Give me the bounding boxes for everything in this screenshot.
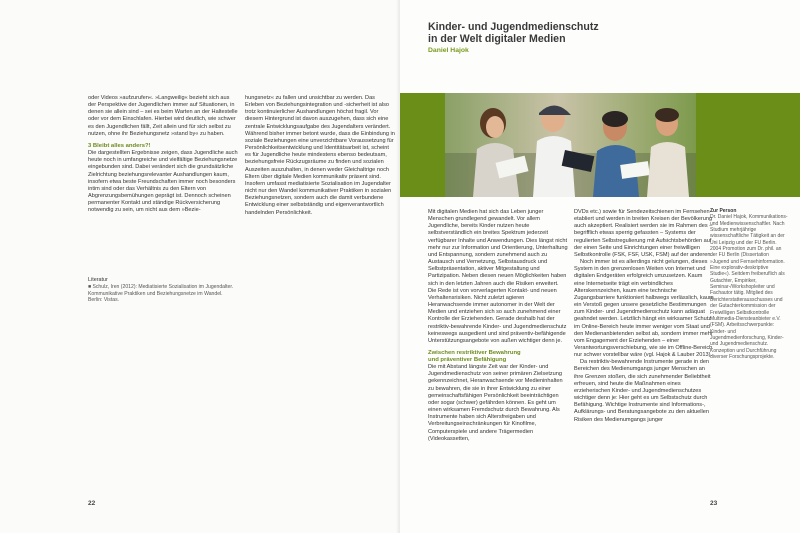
- article-title-line-1: Kinder- und Jugendmedienschutz: [428, 21, 599, 33]
- article-title: [428, 21, 599, 46]
- left-intro-paragraph: oder Videos »aufzurufen«. »Langweilig« bezieht sich aus der Perspektive der Jugendlichen immer auf Situationen, in denen sie allein sind – sei es beim Warten an der Haltestelle oder vor dem Einschlafen. Hierbei wird deutlich, wie schwer es den Jugendlichen fällt, Zeit allein und für sich selbst zu nutzen, ohne ihr Beziehungsnetz »stand by« zu haben.: [88, 95, 238, 137]
- right-column-1: [428, 209, 568, 443]
- article-author: Daniel Hajok: [428, 47, 469, 54]
- article-title-line-2: in der Welt digitaler Medien: [428, 33, 566, 46]
- right-intro-paragraph: Mit digitalen Medien hat sich das Leben junger Menschen grundlegend gewandelt. Vor allem Jugendliche, bereits Kinder nutzen heute selbstverständlich ein breites Spektrum jederzeit verfügbarer Inhalte und Anwendungen. Dies längst nicht mehr nur zur Information und Orientierung, Unterhaltung und Entspannung, sondern zunehmend auch zu Austausch und Vernetzung, Selbstausdruck und Selbstpräsentation, aktiver Mitgestaltung und Partizipation. Neben diesen neuen Möglichkeiten haben sich in den letzten Jahren auch die Risiken erweitert. Die Rede ist von vorverlagerten Kontakt- und neuen Verhaltensrisiken. Nicht zuletzt agieren Heranwachsende immer autonomer in der Welt der Medien und entziehen sich so auch zunehmend einer Kontrolle der Erziehenden. Gerade deshalb hat der restriktiv-bewahrende Kinder- und Jugendmedienschutz keineswegs ausgedient und sind präventiv-befähigende Unterstützungsangebote von außen wichtiger denn je.: [428, 209, 568, 344]
- right-body-paragraph: Die mit Abstand längste Zeit war der Kinder- und Jugendmedienschutz von seiner primären Zielsetzung gekennzeichnet, Heranwachsende vor Medieninhalten zu bewahren, die sie in ihrer Entwicklung zu einer gemeinschaftsfähigen Persönlichkeit beeinträchtigen oder sogar (schwer) gefährden können. Es geht um einen wirksamen Fremdschutz durch Bewahrung. Als Instrumente haben sich Altersfreigaben und Verbreitungseinschränkungen für Kinofilme, Computerspiele und andere Trägermedien (Videokassetten,: [428, 364, 563, 442]
- right-column-2-paragraph-3: Da restriktiv-bewahrende Instrumente gerade in den Bereichen des Medienumgangs junger Menschen an ihre Grenzen stoßen, die sich zunehmender Beliebtheit erfreuen, sind heute die Maßnahmen eines erzieherischen Kinder- und Jugendmedienschutzes wichtiger denn je: Hier geht es um Selbstschutz durch Befähigung. Wichtige Instrumente sind Informations-, Aufklärungs- und Beratungsangebote zu den aktuellen Risiken des Medienumgangs junger: [574, 359, 711, 423]
- right-page: [400, 0, 800, 533]
- right-subheading: [428, 350, 568, 364]
- literature-title: Literatur: [88, 277, 108, 283]
- right-column-2: [574, 209, 714, 424]
- page-number-right: 23: [710, 500, 718, 507]
- teenagers-photo: [445, 93, 696, 197]
- sidebar-text: Dr. Daniel Hajok, Kommunikations- und Medienwissenschaftler. Nach Studium mehrjährige wissenschaftliche Tätigkeit an der Uni Leipzig und der FU Berlin. 2004 Promotion zum Dr. phil. an der FU Berlin (Dissertation »Jugend und Fernsehinformation. Eine explorativ-deskriptive Studie«). Seitdem freiberuflich als Gutachter, Empiriker, Seminar-/Workshopleiter und Fachautor tätig. Mitglied des Berichterstatterausschusses und der Gutachterkommission der Freiwilligen Selbstkontrolle Multimedia-Diensteanbieter e.V. (FSM). Arbeitsschwerpunkte: Kinder- und Jugendmedienforschung, Kinder- und Jugendmedienschutz. Konzeption und Durchführung diverser Forschungsprojekte.: [710, 214, 788, 360]
- right-column-2-paragraph-1: DVDs etc.) sowie für Sendezeitschienen im Fernsehen etabliert und werden in breiten Kreisen der Bevölkerung auch akzeptiert. Realisiert werden sie im Rahmen des – begrifflich etwas sperrig gefassten – Systems der regulierten Selbstregulierung mit Aufsichtsbehörden auf der einen Seite und Einrichtungen einer freiwilligen Selbstkontrolle (FSK, FSF, USK, FSM) auf der anderen.: [574, 209, 713, 258]
- left-column-2-paragraph: hungsnetz« zu fallen und unsichtbar zu werden. Das Erleben von Beziehungsintegration und -sicherheit ist also trotz kontinuierlicher Aushandlungen höchst fragil. Vor diesem Hintergrund ist davon auszugehen, dass sich eine zentrale Entwicklungsaufgabe des Jugendalters verändert. Während bisher immer betont wurde, dass die Einbindung in soziale Beziehungen eine unverzichtbare Voraussetzung für Persönlichkeitsentwicklung und Identitätsarbeit ist, scheint es für Jugendliche heute mindestens ebenso bedeutsam, beziehungsfreie Rückzugsräume zu finden und sozialen Auszeiten auszuhalten, in denen weder Gleichaltrige noch Eltern über digitale Medien kommunikativ präsent sind. Insofern umfasst mediatisierte Sozialisation im Jugendalter nicht nur den Wandel kommunikativer Praktiken in sozialen Beziehungsnetzen, sondern auch die damit verbundene Entwicklung einer selbstständig und eigenverantwortlich handelnden Persönlichkeit.: [245, 95, 395, 216]
- left-column-2: [245, 95, 395, 217]
- literature-box: [88, 277, 238, 303]
- teenagers-photo-illustration: [445, 93, 696, 197]
- right-subheading-line-1: Zwischen restriktiver Bewahrung: [428, 349, 521, 356]
- right-subheading-line-2: und präventiver Befähigung: [428, 357, 507, 364]
- right-column-2-paragraph-2: Noch immer ist es allerdings nicht gelungen, dieses System in den grenzenlosen Weiten von Internet und digitalen Endgeräten erfolgreich umzusetzen. Kaum eine Internetseite trägt ein verbindliches Alterskennzeichen, kaum eine technische Zugangsbarriere funktioniert halbwegs verlässlich, kaum ein Verstoß gegen unsere gesetzliche Bestimmungen zum Kinder- und Jugendmedienschutz kann adäquat geahndet werden. Letztlich hängt ein wirksamer Schutz im Online-Bereich heute immer weniger vom Staat und den Medienanbietenden selbst ab, sondern immer mehr vom Engagement der Erziehenden – einer Verantwortungsverschiebung, wie sie im Offline-Bereich nur schwer vorstellbar wäre (vgl. Hajok & Lauber 2013).: [574, 259, 714, 359]
- left-subheading: 3 Bleibt alles anders?!: [88, 142, 151, 149]
- page-number-left: 22: [88, 500, 96, 507]
- author-sidebar: [710, 208, 788, 360]
- left-column-1: [88, 95, 238, 214]
- left-body-paragraph: Die dargestellten Ergebnisse zeigen, dass Jugendliche auch heute noch in umfangreiche und vielfältige Beziehungsnetze eingebunden sind. Dabei verändert sich die grundsätzliche Zielrichtung beziehungsrelevanter Aushandlungen kaum, insofern etwa beste Freundschaften immer noch besonders intim sind oder das Verhältnis zu den Eltern von Abgrenzungsbemühungen geprägt ist. Dennoch scheinen permanenter Kontakt und ständige Rückversicherung notwendig zu sein, um nicht aus dem »Bezie-: [88, 150, 238, 214]
- sidebar-heading: Zur Person: [710, 208, 737, 214]
- literature-reference: ■ Schulz, Iren (2012): Mediatisierte Sozialisation im Jugendalter. Kommunikative Praktiken und Beziehungsnetze im Wandel. Berlin: Vistas.: [88, 284, 234, 303]
